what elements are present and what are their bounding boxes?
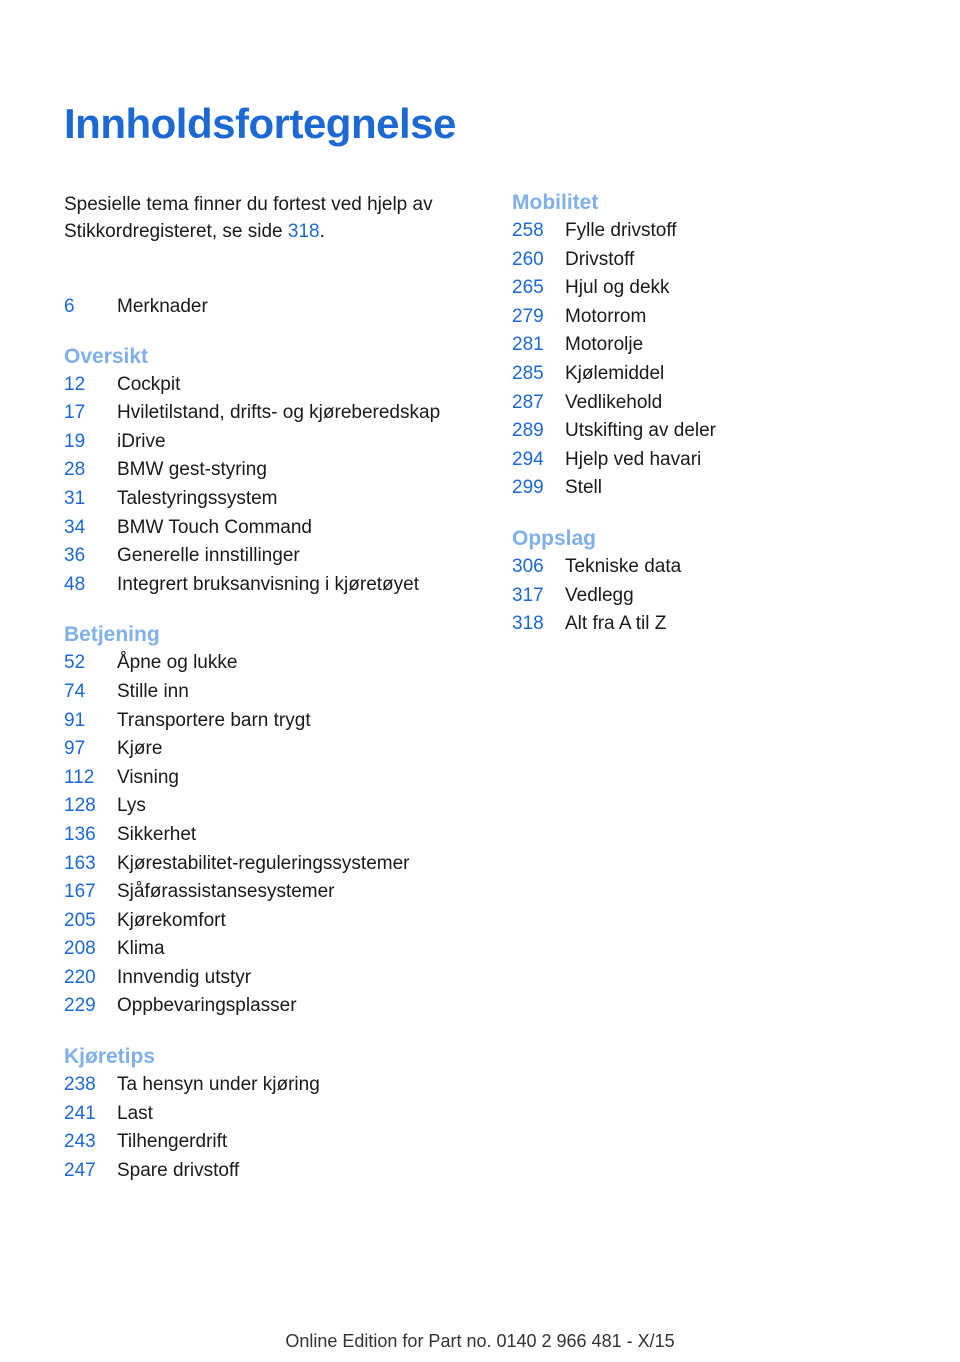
- toc-page-number[interactable]: 167: [64, 881, 96, 903]
- toc-entry-label: Tilhengerdrift: [117, 1131, 228, 1153]
- toc-page-number[interactable]: 31: [64, 487, 86, 509]
- toc-page-number[interactable]: 258: [512, 220, 544, 241]
- toc-page-number[interactable]: 238: [64, 1074, 96, 1096]
- footer-text: Online Edition for Part no. 0140 2 966 481 - X/15: [285, 1331, 675, 1351]
- toc-entry-label: Vedlegg: [565, 584, 634, 606]
- toc-page-number[interactable]: 19: [64, 430, 86, 452]
- toc-entry[interactable]: [64, 992, 494, 1021]
- toc-page-number[interactable]: 265: [512, 277, 544, 299]
- toc-entry[interactable]: [64, 399, 494, 428]
- toc-page-number[interactable]: 91: [64, 709, 86, 731]
- toc-entry-label: Alt fra A til Z: [565, 613, 667, 635]
- toc-entry[interactable]: [64, 821, 494, 850]
- toc-page-number[interactable]: 52: [64, 652, 86, 674]
- toc-page-number[interactable]: 128: [64, 795, 96, 817]
- toc-page-number[interactable]: 260: [512, 248, 544, 270]
- toc-entry-label: Talestyringssystem: [117, 487, 278, 509]
- toc-entry[interactable]: [64, 735, 494, 764]
- toc-section: [64, 1043, 494, 1185]
- toc-section: [64, 293, 494, 322]
- toc-entry[interactable]: [64, 649, 494, 678]
- toc-entry-label: Integrert bruksanvisning i kjøretøyet: [117, 573, 420, 595]
- toc-entry[interactable]: [64, 514, 494, 543]
- toc-page-number[interactable]: 48: [64, 573, 86, 595]
- toc-entry-label: Generelle innstillinger: [117, 545, 300, 567]
- toc-entry-label: Merknader: [117, 296, 208, 317]
- toc-page-number[interactable]: 317: [512, 584, 544, 606]
- toc-entry-label: Motorrom: [565, 305, 647, 327]
- toc-entry-label: Kjørekomfort: [117, 909, 226, 931]
- toc-entry[interactable]: [512, 360, 912, 389]
- toc-entry[interactable]: [512, 246, 912, 275]
- toc-page-number[interactable]: 229: [64, 995, 96, 1017]
- toc-entry[interactable]: [512, 553, 912, 582]
- toc-page-number[interactable]: 17: [64, 402, 86, 424]
- toc-entry-label: Stell: [565, 477, 602, 499]
- toc-page-number[interactable]: 299: [512, 477, 544, 499]
- toc-entry-label: Fylle drivstoff: [565, 220, 677, 241]
- toc-entry-label: Hviletilstand, drifts- og kjøreberedskap: [117, 402, 441, 424]
- toc-entry[interactable]: [64, 935, 494, 964]
- intro-paragraph: [64, 191, 484, 245]
- toc-entry-label: Transportere barn trygt: [117, 709, 311, 731]
- toc-entry-label: Klima: [117, 938, 165, 960]
- intro-text: Spesielle tema finner du fortest ved hjelp av Stikkordregisteret, se side: [64, 194, 433, 242]
- page-title: Innholdsfortegnelse: [64, 100, 456, 147]
- toc-entry[interactable]: [64, 707, 494, 736]
- toc-entry[interactable]: [64, 1128, 494, 1157]
- toc-left-column: [64, 293, 494, 1207]
- section-heading: Betjening: [64, 623, 160, 647]
- section-heading: Oppslag: [512, 526, 597, 550]
- toc-entry[interactable]: [64, 485, 494, 514]
- toc-entry[interactable]: [64, 907, 494, 936]
- toc-page-number[interactable]: 318: [512, 613, 544, 635]
- toc-entry[interactable]: [512, 274, 912, 303]
- toc-page-number[interactable]: 285: [512, 362, 544, 384]
- toc-entry-label: Sjåførassistansesystemer: [117, 881, 335, 903]
- toc-page-number[interactable]: 247: [64, 1159, 96, 1181]
- toc-page-number[interactable]: 287: [512, 391, 544, 413]
- toc-entry-label: Drivstoff: [565, 248, 635, 270]
- toc-entry[interactable]: [64, 850, 494, 879]
- toc-entry-label: Kjørestabilitet-reguleringssystemer: [117, 852, 410, 874]
- toc-page-number[interactable]: 220: [64, 966, 96, 988]
- toc-page-number[interactable]: 136: [64, 823, 96, 845]
- section-heading: Mobilitet: [512, 191, 599, 214]
- toc-entry-label: Utskifting av deler: [565, 420, 717, 442]
- toc-entry[interactable]: [64, 1157, 494, 1186]
- toc-entry-label: Åpne og lukke: [117, 652, 238, 674]
- toc-page-number[interactable]: 243: [64, 1131, 96, 1153]
- toc-page-number[interactable]: 34: [64, 516, 86, 538]
- toc-entry-label: Last: [117, 1102, 153, 1124]
- toc-entry-label: Visning: [117, 766, 179, 788]
- toc-entry[interactable]: [64, 764, 494, 793]
- toc-page-number[interactable]: 241: [64, 1102, 96, 1124]
- toc-page-number[interactable]: 12: [64, 373, 86, 395]
- toc-page-number[interactable]: 289: [512, 420, 544, 442]
- toc-entry-label: Tekniske data: [565, 555, 682, 577]
- toc-entry[interactable]: [64, 371, 494, 400]
- toc-entry[interactable]: [512, 217, 912, 246]
- toc-page-number[interactable]: 306: [512, 555, 544, 577]
- intro-page-link[interactable]: 318: [287, 221, 320, 242]
- toc-entry-label: Vedlikehold: [565, 391, 663, 413]
- toc-entry[interactable]: [512, 446, 912, 475]
- toc-entry-label: Kjølemiddel: [565, 362, 665, 384]
- toc-section: [64, 343, 494, 600]
- toc-entry-label: Sikkerhet: [117, 823, 197, 845]
- toc-page-number[interactable]: 74: [64, 680, 86, 702]
- toc-entry[interactable]: [512, 474, 912, 503]
- toc-entry[interactable]: [64, 964, 494, 993]
- toc-entry[interactable]: [512, 610, 912, 639]
- toc-page-number[interactable]: 6: [64, 296, 75, 317]
- toc-entry-label: BMW Touch Command: [117, 516, 312, 538]
- footer: [0, 1331, 960, 1352]
- toc-entry[interactable]: [64, 428, 494, 457]
- toc-entry-label: Hjul og dekk: [565, 277, 670, 299]
- toc-entry[interactable]: [64, 456, 494, 485]
- toc-entry-label: Stille inn: [117, 680, 189, 702]
- toc-entry[interactable]: [64, 571, 494, 600]
- toc-page-number[interactable]: 294: [512, 448, 544, 470]
- toc-entry-label: Spare drivstoff: [117, 1159, 240, 1181]
- toc-entry-label: Motorolje: [565, 334, 644, 356]
- toc-entry[interactable]: [64, 792, 494, 821]
- toc-entry-label: iDrive: [117, 430, 166, 452]
- toc-entry-label: Lys: [117, 795, 146, 817]
- toc-entry[interactable]: [512, 389, 912, 418]
- toc-entry-label: Kjøre: [117, 738, 163, 760]
- toc-entry[interactable]: [64, 293, 494, 322]
- intro-tail: .: [319, 221, 325, 242]
- toc-entry-label: Cockpit: [117, 373, 181, 395]
- toc-section: [512, 189, 912, 503]
- toc-page-number[interactable]: 208: [64, 938, 96, 960]
- toc-page-number[interactable]: 279: [512, 305, 544, 327]
- section-heading: Oversikt: [64, 344, 149, 368]
- toc-entry-label: BMW gest-styring: [117, 459, 267, 481]
- toc-entry[interactable]: [512, 582, 912, 611]
- toc-entry[interactable]: [64, 878, 494, 907]
- toc-page-number[interactable]: 28: [64, 459, 86, 481]
- toc-right-column: [512, 189, 912, 661]
- toc-page-number[interactable]: 163: [64, 852, 96, 874]
- toc-section: [512, 525, 912, 639]
- toc-entry[interactable]: [512, 331, 912, 360]
- toc-page-number[interactable]: 97: [64, 738, 86, 760]
- toc-page-number[interactable]: 36: [64, 545, 86, 567]
- toc-entry[interactable]: [512, 303, 912, 332]
- toc-page-number[interactable]: 281: [512, 334, 544, 356]
- toc-entry-label: Oppbevaringsplasser: [117, 995, 297, 1017]
- toc-page-number[interactable]: 205: [64, 909, 96, 931]
- toc-entry[interactable]: [512, 417, 912, 446]
- toc-entry[interactable]: [64, 678, 494, 707]
- toc-section: [64, 621, 494, 1021]
- toc-entry-label: Innvendig utstyr: [117, 966, 252, 988]
- toc-entry[interactable]: [64, 1100, 494, 1129]
- toc-entry[interactable]: [64, 542, 494, 571]
- toc-page-number[interactable]: 112: [64, 766, 95, 788]
- toc-entry-label: Hjelp ved havari: [565, 448, 702, 470]
- toc-entry-label: Ta hensyn under kjøring: [117, 1074, 320, 1096]
- toc-entry[interactable]: [64, 1071, 494, 1100]
- section-heading: Kjøretips: [64, 1045, 156, 1069]
